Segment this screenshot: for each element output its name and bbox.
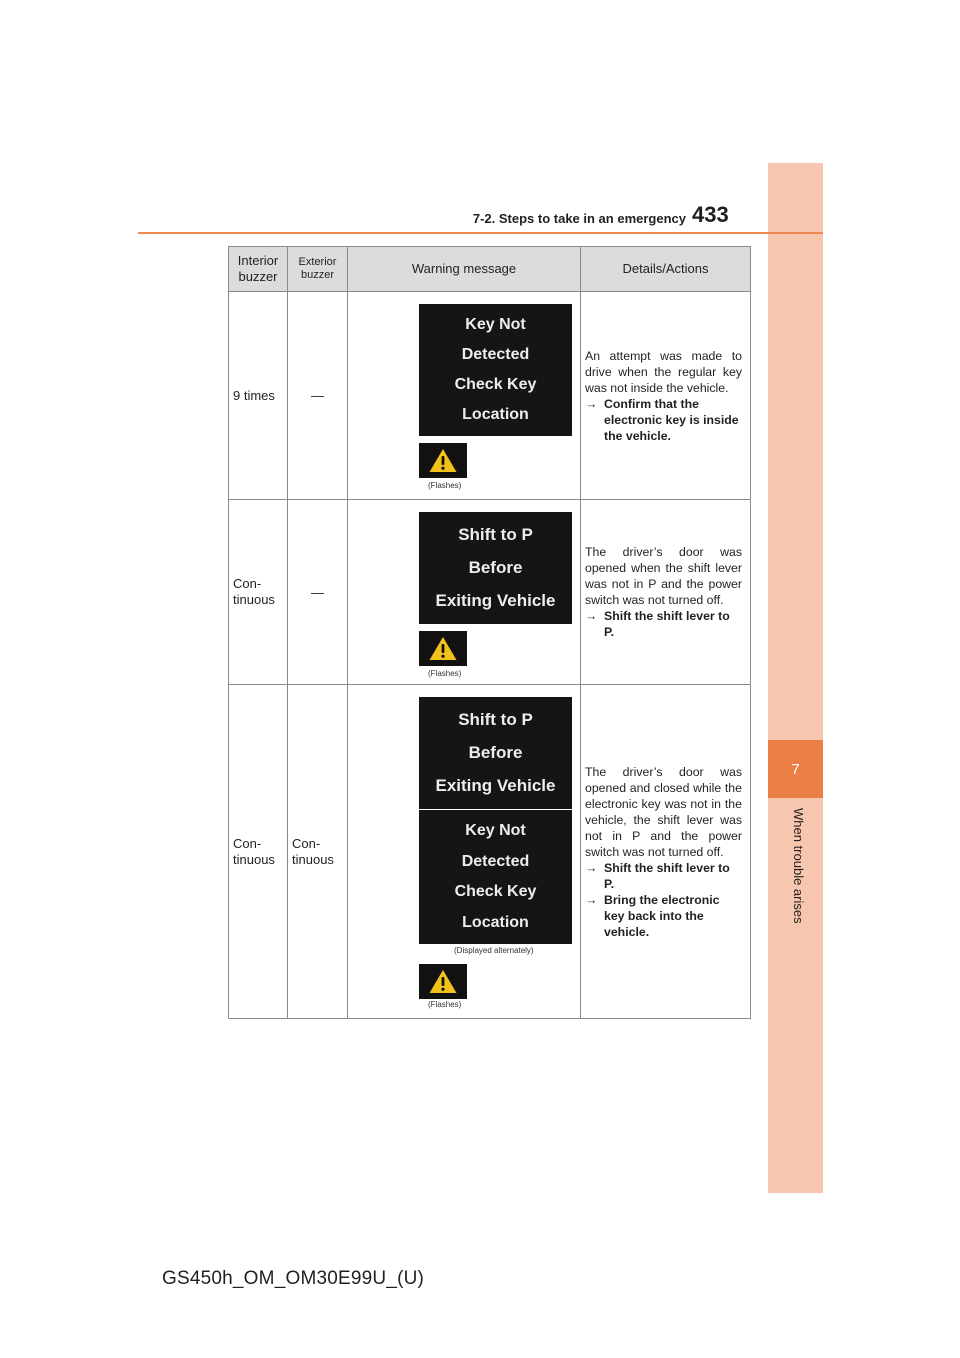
exterior-buzzer-cell: — xyxy=(288,500,348,685)
exterior-buzzer-cell: — xyxy=(288,292,348,500)
message-line: Shift to P xyxy=(458,525,533,544)
flashes-caption: (Flashes) xyxy=(428,481,462,490)
arrow-icon: → xyxy=(585,892,598,907)
table-row xyxy=(229,685,751,1019)
action-item xyxy=(585,860,742,892)
warning-triangle-icon xyxy=(428,447,458,474)
message-line: Detected xyxy=(461,852,530,870)
message-line: Location xyxy=(462,406,529,423)
warning-light xyxy=(419,443,467,478)
action-text: Confirm that the electronic key is inside the vehicle. xyxy=(604,396,739,443)
warning-message-cell xyxy=(348,500,581,685)
alternate-caption: (Displayed alternately) xyxy=(454,946,534,955)
exterior-buzzer-cell: Con-tinuous xyxy=(288,685,348,1019)
chapter-number-tab[interactable]: 7 xyxy=(768,740,823,798)
interior-buzzer-cell: 9 times xyxy=(229,292,288,500)
section-title: 7-2. Steps to take in an emergency xyxy=(472,211,686,226)
message-panel xyxy=(419,697,572,809)
flashes-caption: (Flashes) xyxy=(428,669,462,678)
message-panel xyxy=(419,304,572,436)
interior-buzzer-cell: Con-tinuous xyxy=(229,500,288,685)
action-item xyxy=(585,892,742,940)
arrow-icon: → xyxy=(585,860,598,875)
chapter-title-label: When trouble arises xyxy=(791,808,806,924)
page-number: 433 xyxy=(692,202,729,227)
message-line: Key Not xyxy=(465,316,526,333)
warning-triangle-icon xyxy=(428,635,458,662)
message-line: Before xyxy=(468,558,523,577)
arrow-icon: → xyxy=(585,396,598,411)
details-text: The driver’s door was opened when the shift lever was not in P and the power switch was not turned off. xyxy=(585,545,742,607)
message-panel xyxy=(419,512,572,624)
header-exterior-buzzer: Exterior buzzer xyxy=(288,247,348,292)
message-line: Detected xyxy=(461,346,530,363)
warning-message-cell xyxy=(348,685,581,1019)
document-code: GS450h_OM_OM30E99U_(U) xyxy=(162,1268,425,1289)
details-text: An attempt was made to drive when the regular key was not inside the vehicle. xyxy=(585,348,742,395)
message-line: Exiting Vehicle xyxy=(435,776,556,795)
details-text: The driver’s door was opened and closed while the electronic key was not in the vehicle, the shift lever was not in P and the power switch was not turned off. xyxy=(585,764,742,859)
action-text: Shift the shift lever to P. xyxy=(604,609,730,639)
message-line: Key Not xyxy=(465,822,526,840)
header-rule xyxy=(138,232,823,234)
table-row xyxy=(229,292,751,500)
message-line: Location xyxy=(462,913,529,931)
flashes-caption: (Flashes) xyxy=(428,1000,462,1009)
warning-light xyxy=(419,964,467,999)
message-line: Before xyxy=(468,743,523,762)
header-warning-message: Warning message xyxy=(348,247,581,292)
table-row xyxy=(229,500,751,685)
action-item xyxy=(585,396,742,444)
interior-buzzer-cell: Con-tinuous xyxy=(229,685,288,1019)
message-line: Check Key xyxy=(454,883,537,901)
action-item xyxy=(585,608,742,640)
message-line: Exiting Vehicle xyxy=(435,591,556,610)
message-line: Check Key xyxy=(454,376,537,393)
action-text: Shift the shift lever to P. xyxy=(604,860,730,891)
arrow-icon: → xyxy=(585,609,598,623)
details-cell xyxy=(581,685,751,1019)
details-cell xyxy=(581,292,751,500)
table-header-row xyxy=(229,247,751,292)
warning-light xyxy=(419,631,467,666)
header-interior-buzzer: Interior buzzer xyxy=(229,247,288,292)
warning-message-cell xyxy=(348,292,581,500)
action-text: Bring the electronic key back into the vehicle. xyxy=(604,892,720,939)
side-tab-band xyxy=(768,163,823,1193)
details-cell xyxy=(581,500,751,685)
message-panel-alternate xyxy=(419,810,572,944)
warning-table xyxy=(228,246,751,1019)
message-line: Shift to P xyxy=(458,710,533,729)
header-details-actions: Details/Actions xyxy=(581,247,751,292)
warning-triangle-icon xyxy=(428,968,458,995)
